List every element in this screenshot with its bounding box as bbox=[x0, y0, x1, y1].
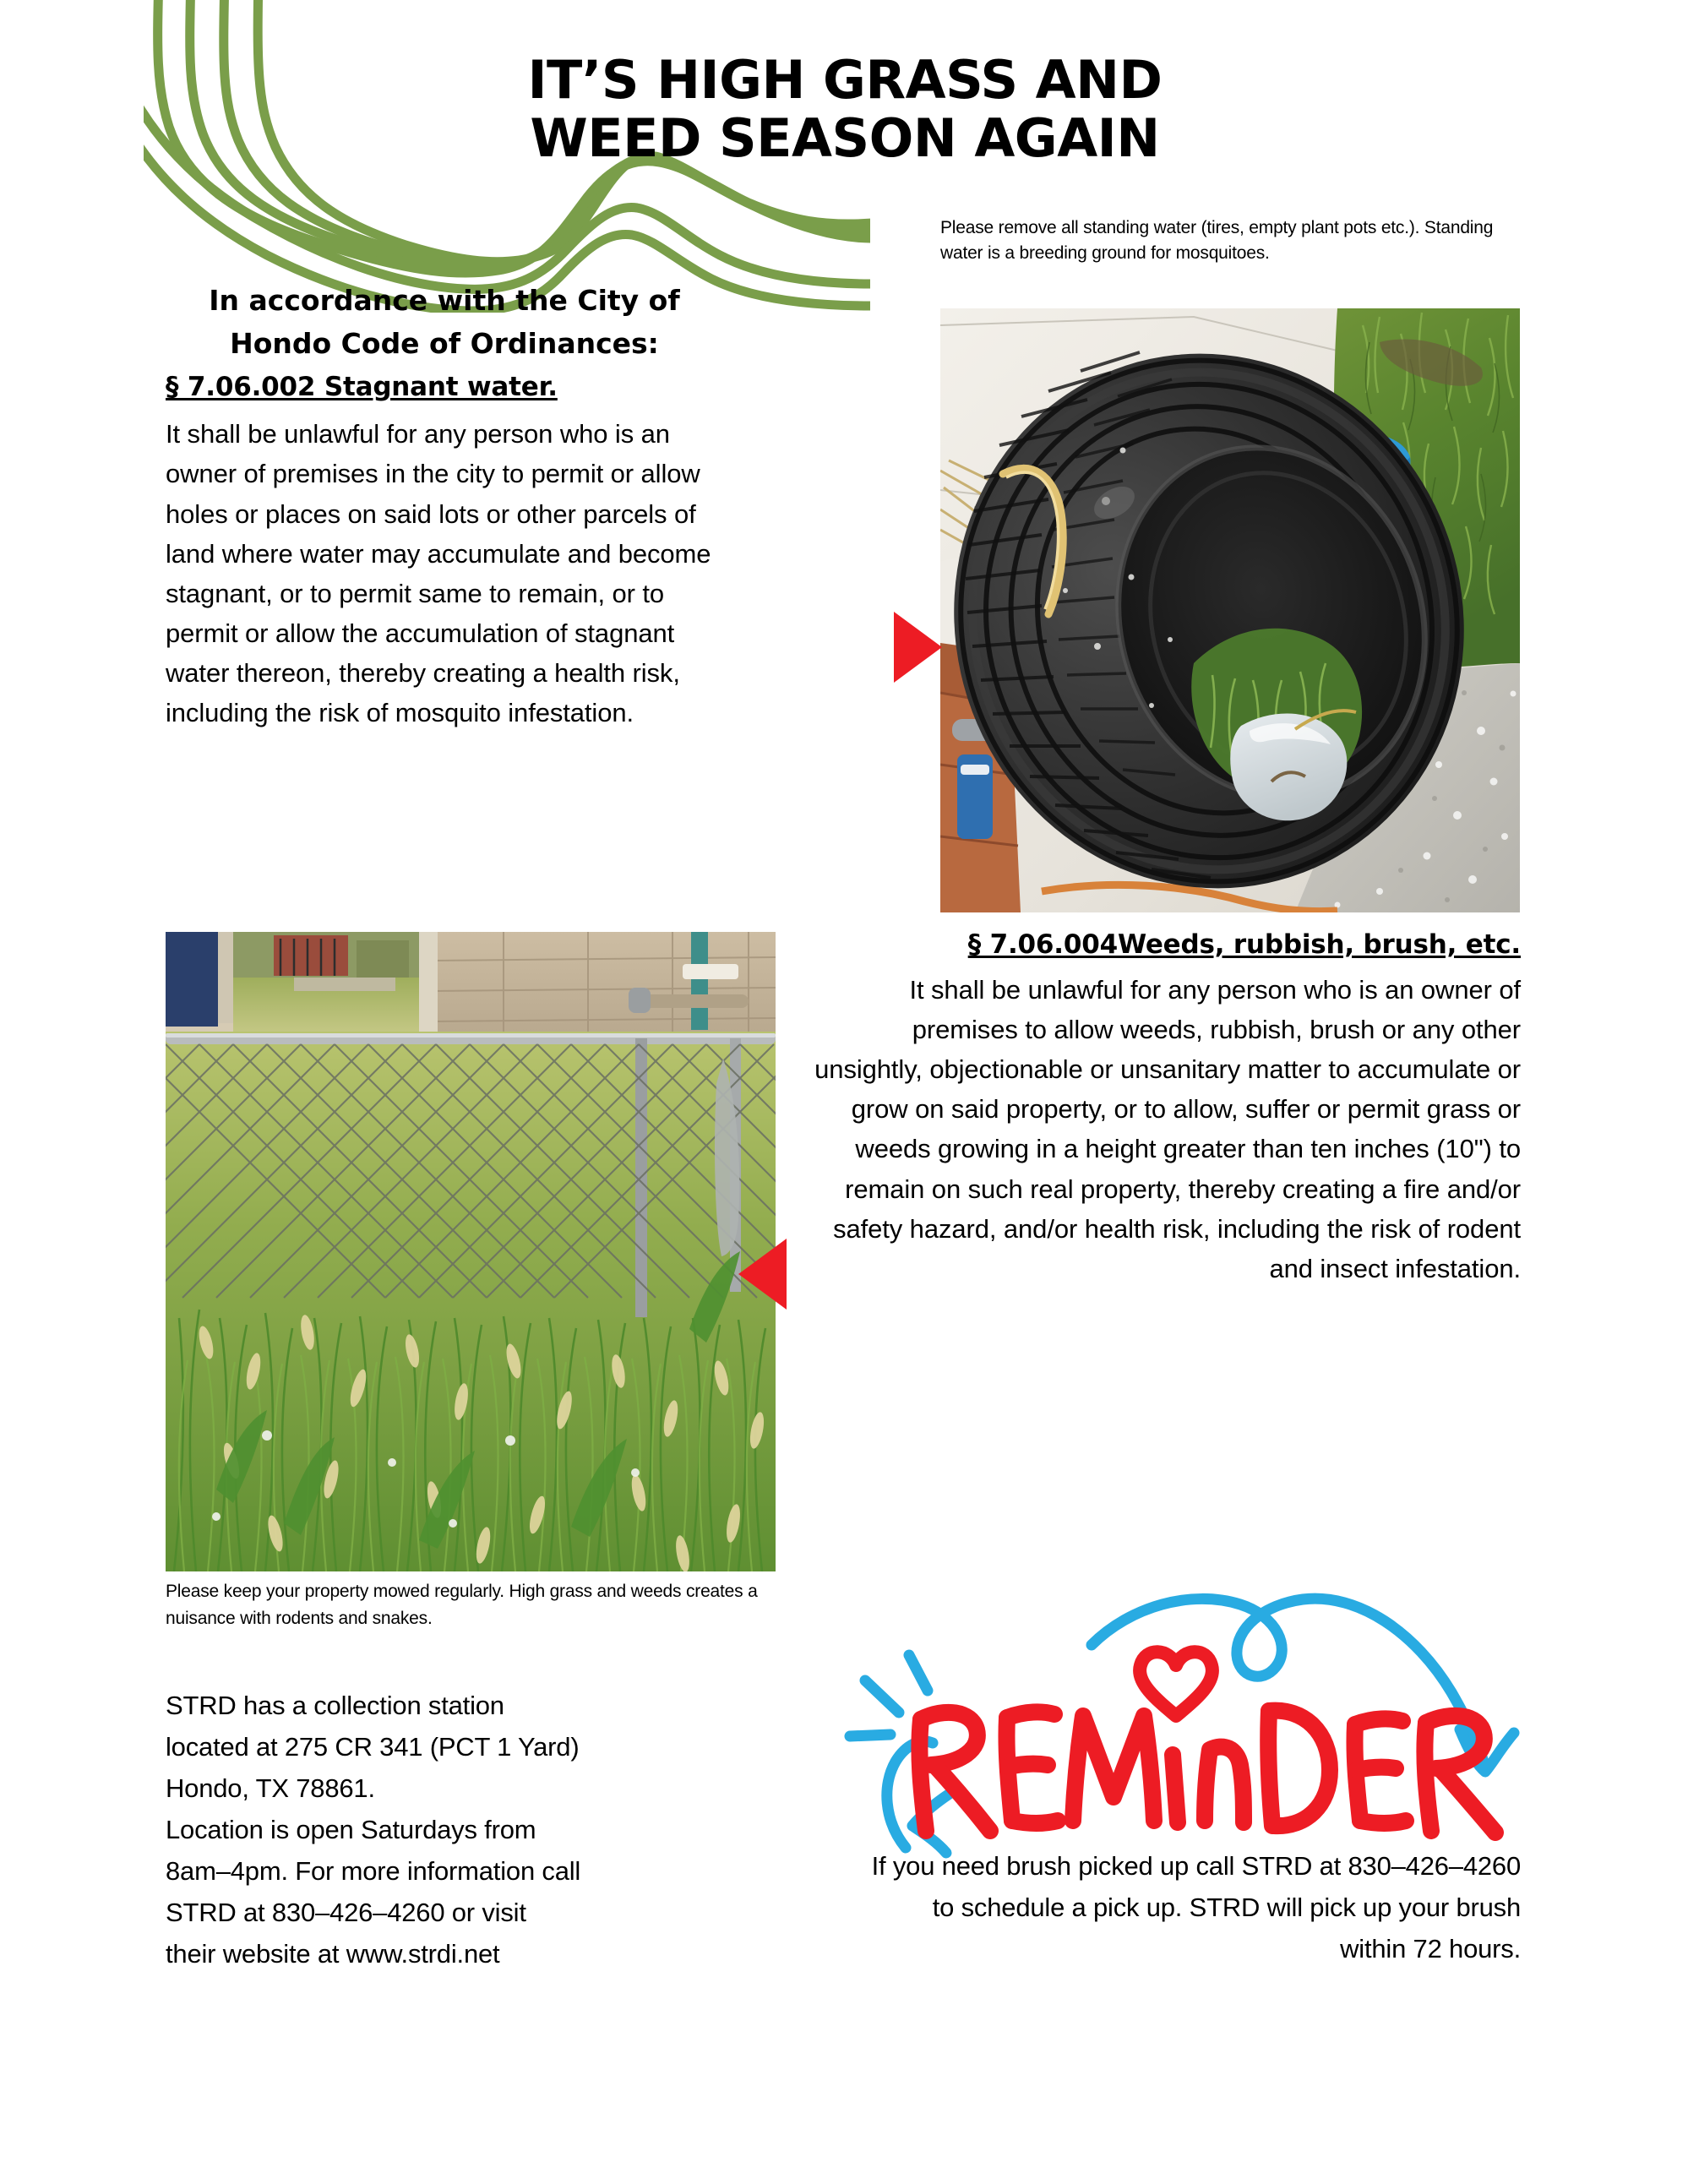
grass-photo-caption: Please keep your property mowed regularly. High grass and weeds creates a nuisance with rodents and snakes. bbox=[166, 1582, 758, 1628]
strd-info-line-3: Hondo, TX 78861. bbox=[166, 1773, 375, 1803]
ordinance-intro-line-1: In accordance with the City of bbox=[209, 284, 680, 317]
strd-info-line-4: Location is open Saturdays from bbox=[166, 1814, 536, 1844]
brush-pickup-info: If you need brush picked up call STRD at 830–426–4260 to schedule a pick up. STRD will pick up your brush within 72 hours. bbox=[871, 1851, 1521, 1963]
heart-icon bbox=[1140, 1652, 1212, 1716]
tire-standing-water-photo bbox=[940, 308, 1520, 912]
strd-info-line-5: 8am–4pm. For more information call bbox=[166, 1855, 581, 1886]
strd-info-line-7: their website at www.strdi.net bbox=[166, 1938, 500, 1969]
strd-info-line-6: STRD at 830–426–4260 or visit bbox=[166, 1897, 526, 1927]
overgrown-grass-fence-photo bbox=[166, 932, 776, 1571]
strd-collection-station-info bbox=[166, 1686, 791, 1975]
headline-line-2: WEED SEASON AGAIN bbox=[530, 107, 1160, 170]
strd-info-line-1: STRD has a collection station bbox=[166, 1691, 504, 1720]
red-pointer-arrow-tire bbox=[894, 612, 942, 683]
right-text-column bbox=[811, 929, 1521, 1288]
red-pointer-arrow-grass bbox=[738, 1239, 787, 1310]
tire-photo-caption: Please remove all standing water (tires, empty plant pots etc.). Standing water is a breeding ground for mosquitoes. bbox=[940, 218, 1494, 264]
ordinance-7-06-004-body: It shall be unlawful for any person who is an owner of premises to allow weeds, rubbish, brush or any other unsightly, objectionable or unsanitary matter to accumulate or grow on said property, or to allow, suffer or permit grass or weeds growing in a height greater than ten inches (10") to remain on such real property, thereby creating a fire and/or safety hazard, and/or health risk, including the risk of rodent and insect infestation. bbox=[814, 975, 1521, 1283]
ordinance-7-06-002-heading: § 7.06.002 Stagnant water. bbox=[166, 372, 558, 403]
left-text-column bbox=[166, 279, 723, 733]
ordinance-7-06-002-body: It shall be unlawful for any person who is an owner of premises in the city to permit or allow holes or places on said lots or other parcels of land where water may accumulate and become stagnant, or to permit same to remain, or to permit or allow the accumulation of stagnant water thereon, thereby creating a health risk, including the risk of mosquito infestation. bbox=[166, 419, 711, 728]
ordinance-7-06-004-heading: § 7.06.004Weeds, rubbish, brush, etc. bbox=[967, 929, 1521, 960]
reminder-graphic bbox=[794, 1567, 1538, 1863]
headline-line-1: IT’S HIGH GRASS AND bbox=[527, 49, 1163, 111]
strd-info-line-2: located at 275 CR 341 (PCT 1 Yard) bbox=[166, 1731, 580, 1762]
ordinance-intro-line-2: Hondo Code of Ordinances: bbox=[230, 327, 659, 361]
page-title bbox=[422, 51, 1267, 168]
ordinance-intro-heading bbox=[166, 279, 723, 365]
